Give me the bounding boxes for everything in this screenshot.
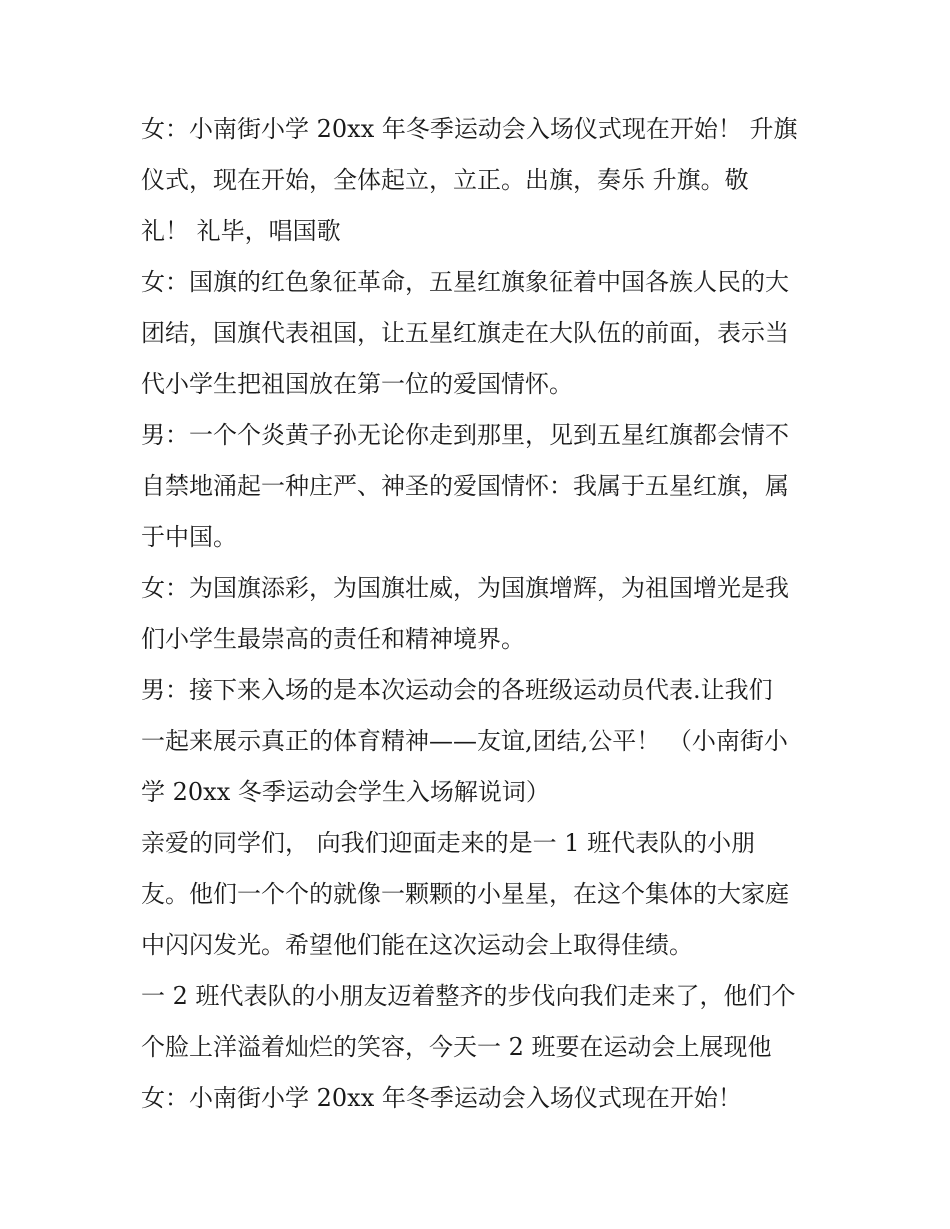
text-line: 中闪闪发光。希望他们能在这次运动会上取得佳绩。: [141, 931, 693, 959]
text-line: 于中国。: [141, 523, 237, 551]
text-line: 团结，国旗代表祖国，让五星红旗走在大队伍的前面，表示当: [141, 319, 789, 347]
text-line: 男：一个个炎黄子孙无论你走到那里，见到五星红旗都会情不: [141, 421, 789, 449]
text-line: 一 2 班代表队的小朋友迈着整齐的步伐向我们走来了，他们个: [141, 982, 796, 1010]
text-line: 礼！ 礼毕，唱国歌: [141, 217, 341, 245]
text-line: 女：国旗的红色象征革命，五星红旗象征着中国各族人民的大: [141, 268, 789, 296]
text-line: 个脸上洋溢着灿烂的笑容，今天一 2 班要在运动会上展现他: [141, 1033, 772, 1061]
text-line: 男：接下来入场的是本次运动会的各班级运动员代表.让我们: [141, 676, 773, 704]
text-line: 仪式，现在开始，全体起立，立正。出旗，奏乐 升旗。敬: [141, 166, 749, 194]
text-line: 友。他们一个个的就像一颗颗的小星星，在这个集体的大家庭: [141, 880, 789, 908]
text-line: 代小学生把祖国放在第一位的爱国情怀。: [141, 370, 573, 398]
text-line: 女：为国旗添彩，为国旗壮威，为国旗增辉，为祖国增光是我: [141, 574, 789, 602]
text-line: 自禁地涌起一种庄严、神圣的爱国情怀：我属于五星红旗，属: [141, 472, 789, 500]
text-line: 们小学生最崇高的责任和精神境界。: [141, 625, 525, 653]
text-line: 亲爱的同学们， 向我们迎面走来的是一 1 班代表队的小朋: [141, 829, 756, 857]
document-body: [141, 104, 821, 1124]
text-line: 女：小南街小学 20xx 年冬季运动会入场仪式现在开始！ 升旗: [141, 115, 798, 143]
text-line: 一起来展示真正的体育精神——友谊,团结,公平！ （小南街小: [141, 727, 788, 755]
text-line: 女：小南街小学 20xx 年冬季运动会入场仪式现在开始！: [141, 1084, 742, 1112]
text-line: 学 20xx 冬季运动会学生入场解说词）: [141, 778, 550, 806]
